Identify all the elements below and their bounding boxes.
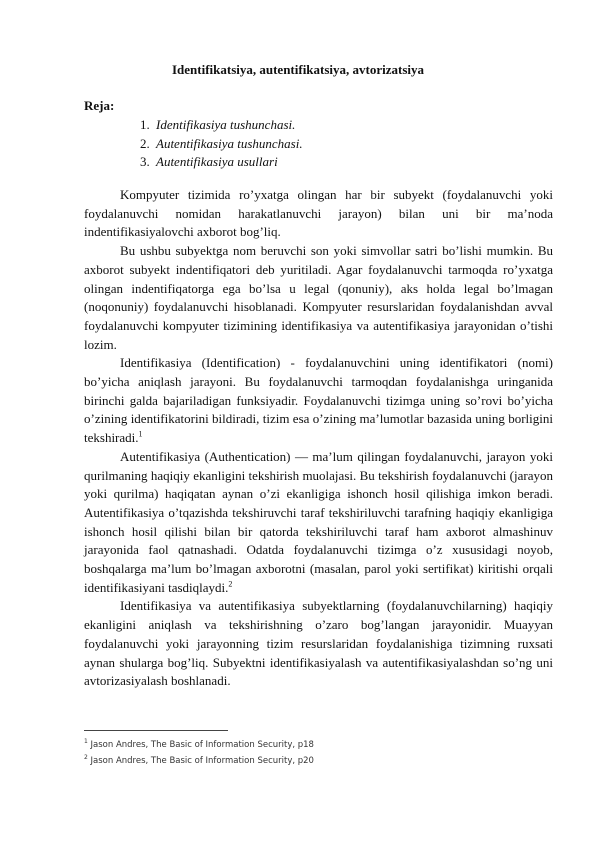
paragraph-text: Bu ushbu subyektga nom beruvchi son yoki simvollar satri bo’lishi mumkin. Bu axborot subyekt indentifiqatori deb yuritiladi. Agar foydalanuvchi tarmoqda ro’yxatga olingan indentifiqatorga ega bo’lsa u legal (qonuniy), aks holda legal bo’lmagan (noqonuniy) foydalanuvchi hisoblanadi. Kompyuter resurslaridan foydalanishdan avval foydalanuvchi kompyuter tizimining identifikasiya va autentifikasiya jarayonidan o’tishi lozim. [84,243,553,352]
plan-label: Reja: [84,98,115,113]
footnote-text: Jason Andres, The Basic of Information Security, p18 [90,740,314,750]
plan-item-number: 2. [140,135,150,151]
footnote-number: 1 [84,738,88,746]
plan-item-text: Identifikasiya tushunchasi. [156,117,296,132]
footnote-number: 2 [84,754,88,762]
footnote-separator [84,730,228,731]
plan-item-number: 1. [140,117,150,132]
body-text [84,186,553,691]
footnote [84,737,314,753]
plan-item-text: Autentifikasiya usullari [156,154,278,169]
plan-list [140,116,303,172]
paragraph [84,354,553,448]
footnotes [84,737,314,769]
plan-item [140,116,303,135]
document-title: Identifikatsiya, autentifikatsiya, avtorizatsiya [171,62,425,77]
footnote-reference[interactable]: 1 [138,429,143,439]
paragraph-text: Autentifikasiya (Authentication) — ma’lum qilingan foydalanuvchi, jarayon yoki qurilmaning haqiqiy ekanligini tekshirish muolajasi. Bu tekshirish foydalanuvchi (jarayon yoki qurilma) haqiqatan aynan o’zi ekanligiga ishonch hosil qilishiga imkon beradi. Autentifikasiya o’tqazishda tekshiruvchi taraf tekshiriluvchi tarafning haqiqiy ekanligiga ishonch hosil qilishi bilan bir qatorda tekshiriluvchi taraf ham axborot almashinuv jarayonida faol qatnashadi. Odatda foydalanuvchi tizimga o’z xususidagi noyob, boshqalarga ma’lum bo’lmagan axborotni (masalan, parol yoki sertifikat) kiritishi orqali identifikasiyani tasdiqlaydi. [84,448,553,595]
footnote-text: Jason Andres, The Basic of Information Security, p20 [90,756,314,766]
paragraph-text: Identifikasiya va autentifikasiya subyektlarning (foydalanuvchilarning) haqiqiy ekanligini aniqlash va tekshirishning o’zaro bog’langan jarayonidir. Muayyan foydalanuvchi yoki jarayonning tizim resurslaridan foydalanishiga tizimning ruxsati aynan shularga bog’liq. Subyektni identifikasiyalash va autentifikasiyalashdan so’ng uni avtorizasiyalash boshlanadi. [84,598,553,689]
plan-item-text: Autentifikasiya tushunchasi. [156,135,303,151]
footnote-reference[interactable]: 2 [228,579,233,589]
paragraph-text: Identifikasiya (Identification) - foydalanuvchini uning identifikatori (nomi) bo’yicha aniqlash jarayoni. Bu foydalanuvchi tarmoqdan foydalanishga uringanida birinchi galda bajariladigan funksiyadir. Foydalanuvchi tizimga uning so’rovi bo’yicha o’zining identifikatorini bildiradi, tizim esa o’zining ma’lumotlar bazasida uning borligini tekshiradi. [84,355,553,446]
plan-item-number: 3. [140,154,150,169]
paragraph [84,448,553,598]
plan-item [140,135,303,154]
paragraph [84,186,553,242]
plan-item [140,153,303,172]
paragraph [84,242,553,354]
paragraph [84,597,553,691]
paragraph-text: Kompyuter tizimida ro’yxatga olingan har bir subyekt (foydalanuvchi yoki foydalanuvchi nomidan harakatlanuvchi jarayon) bilan uni bir ma’noda indentifikasiyalovchi axborot bog’liq. [84,187,553,240]
footnote [84,753,314,769]
